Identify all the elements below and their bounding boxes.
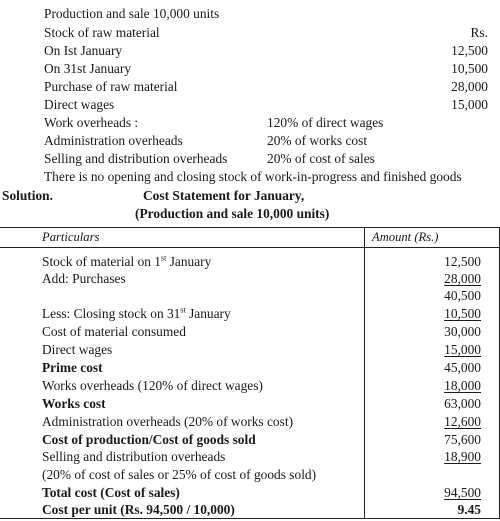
given-jan31-label: On 31st January bbox=[44, 61, 132, 76]
table-column-divider bbox=[364, 227, 365, 518]
row-prime-cost-label: Prime cost bbox=[42, 360, 103, 375]
row-works-overheads-label: Works overheads (120% of direct wages) bbox=[42, 378, 263, 393]
given-admin-overheads-label: Administration overheads bbox=[44, 133, 183, 148]
row-selling-overheads-note: (20% of cost of sales or 25% of cost of goods sold) bbox=[42, 467, 317, 482]
row-closing-stock-label: Less: Closing stock on 31st January bbox=[42, 305, 231, 321]
row-selling-overheads-amount: 18,900 bbox=[444, 449, 481, 464]
statement-title-line1: Cost Statement for January, bbox=[143, 188, 305, 203]
row-admin-overheads-label: Administration overheads (20% of works cost) bbox=[42, 414, 294, 429]
given-wages-value: 15,000 bbox=[451, 97, 488, 112]
table-header-rule bbox=[0, 247, 500, 248]
row-total-cost-label: Total cost (Cost of sales) bbox=[42, 485, 180, 500]
row-opening-stock-label: Stock of material on 1st January bbox=[42, 253, 212, 269]
row-cost-per-unit-label: Cost per unit (Rs. 94,500 / 10,000) bbox=[42, 502, 235, 517]
row-opening-stock-amount: 12,500 bbox=[444, 254, 481, 269]
row-purchases-label: Add: Purchases bbox=[42, 271, 126, 286]
given-stock-label: Stock of raw material bbox=[44, 25, 160, 40]
table-bottom-rule bbox=[0, 518, 500, 519]
row-selling-overheads-label: Selling and distribution overheads bbox=[42, 449, 226, 464]
row-purchases-amount: 28,000 bbox=[444, 271, 481, 286]
table-top-rule bbox=[0, 227, 500, 228]
given-jan1-label: On Ist January bbox=[44, 43, 123, 58]
row-works-cost-label: Works cost bbox=[42, 396, 106, 411]
given-jan31-value: 10,500 bbox=[451, 61, 488, 76]
statement-title-line2: (Production and sale 10,000 units) bbox=[135, 206, 330, 221]
row-material-consumed-amount: 30,000 bbox=[444, 324, 481, 339]
given-selling-overheads-value: 20% of cost of sales bbox=[267, 151, 375, 166]
given-works-overheads-label: Work overheads : bbox=[44, 115, 139, 130]
given-admin-overheads-value: 20% of works cost bbox=[267, 133, 368, 148]
column-header-particulars: Particulars bbox=[42, 230, 100, 244]
row-admin-overheads-amount: 12,600 bbox=[444, 414, 481, 429]
row-cost-of-production-amount: 75,600 bbox=[444, 432, 481, 447]
row-total-cost-amount: 94,500 bbox=[444, 485, 481, 500]
row-cost-per-unit-amount: 9.45 bbox=[457, 502, 481, 517]
given-purchase-label: Purchase of raw material bbox=[44, 79, 178, 94]
row-direct-wages-amount: 15,000 bbox=[444, 342, 481, 357]
given-production-line: Production and sale 10,000 units bbox=[44, 6, 220, 21]
given-selling-overheads-label: Selling and distribution overheads bbox=[44, 151, 228, 166]
row-subtotal-amount: 40,500 bbox=[444, 288, 481, 303]
column-header-amount: Amount (Rs.) bbox=[372, 230, 439, 244]
row-prime-cost-amount: 45,000 bbox=[444, 360, 481, 375]
row-material-consumed-label: Cost of material consumed bbox=[42, 324, 186, 339]
row-works-overheads-amount: 18,000 bbox=[444, 378, 481, 393]
row-direct-wages-label: Direct wages bbox=[42, 342, 113, 357]
row-works-cost-amount: 63,000 bbox=[444, 396, 481, 411]
row-closing-stock-amount: 10,500 bbox=[444, 306, 481, 321]
given-note: There is no opening and closing stock of work-in-progress and finished goods bbox=[44, 169, 462, 184]
given-works-overheads-value: 120% of direct wages bbox=[267, 115, 384, 130]
solution-label: Solution. bbox=[2, 188, 53, 203]
row-cost-of-production-label: Cost of production/Cost of goods sold bbox=[42, 432, 256, 447]
given-currency-header: Rs. bbox=[470, 25, 488, 40]
given-wages-label: Direct wages bbox=[44, 97, 115, 112]
given-purchase-value: 28,000 bbox=[451, 79, 488, 94]
given-jan1-value: 12,500 bbox=[451, 43, 488, 58]
